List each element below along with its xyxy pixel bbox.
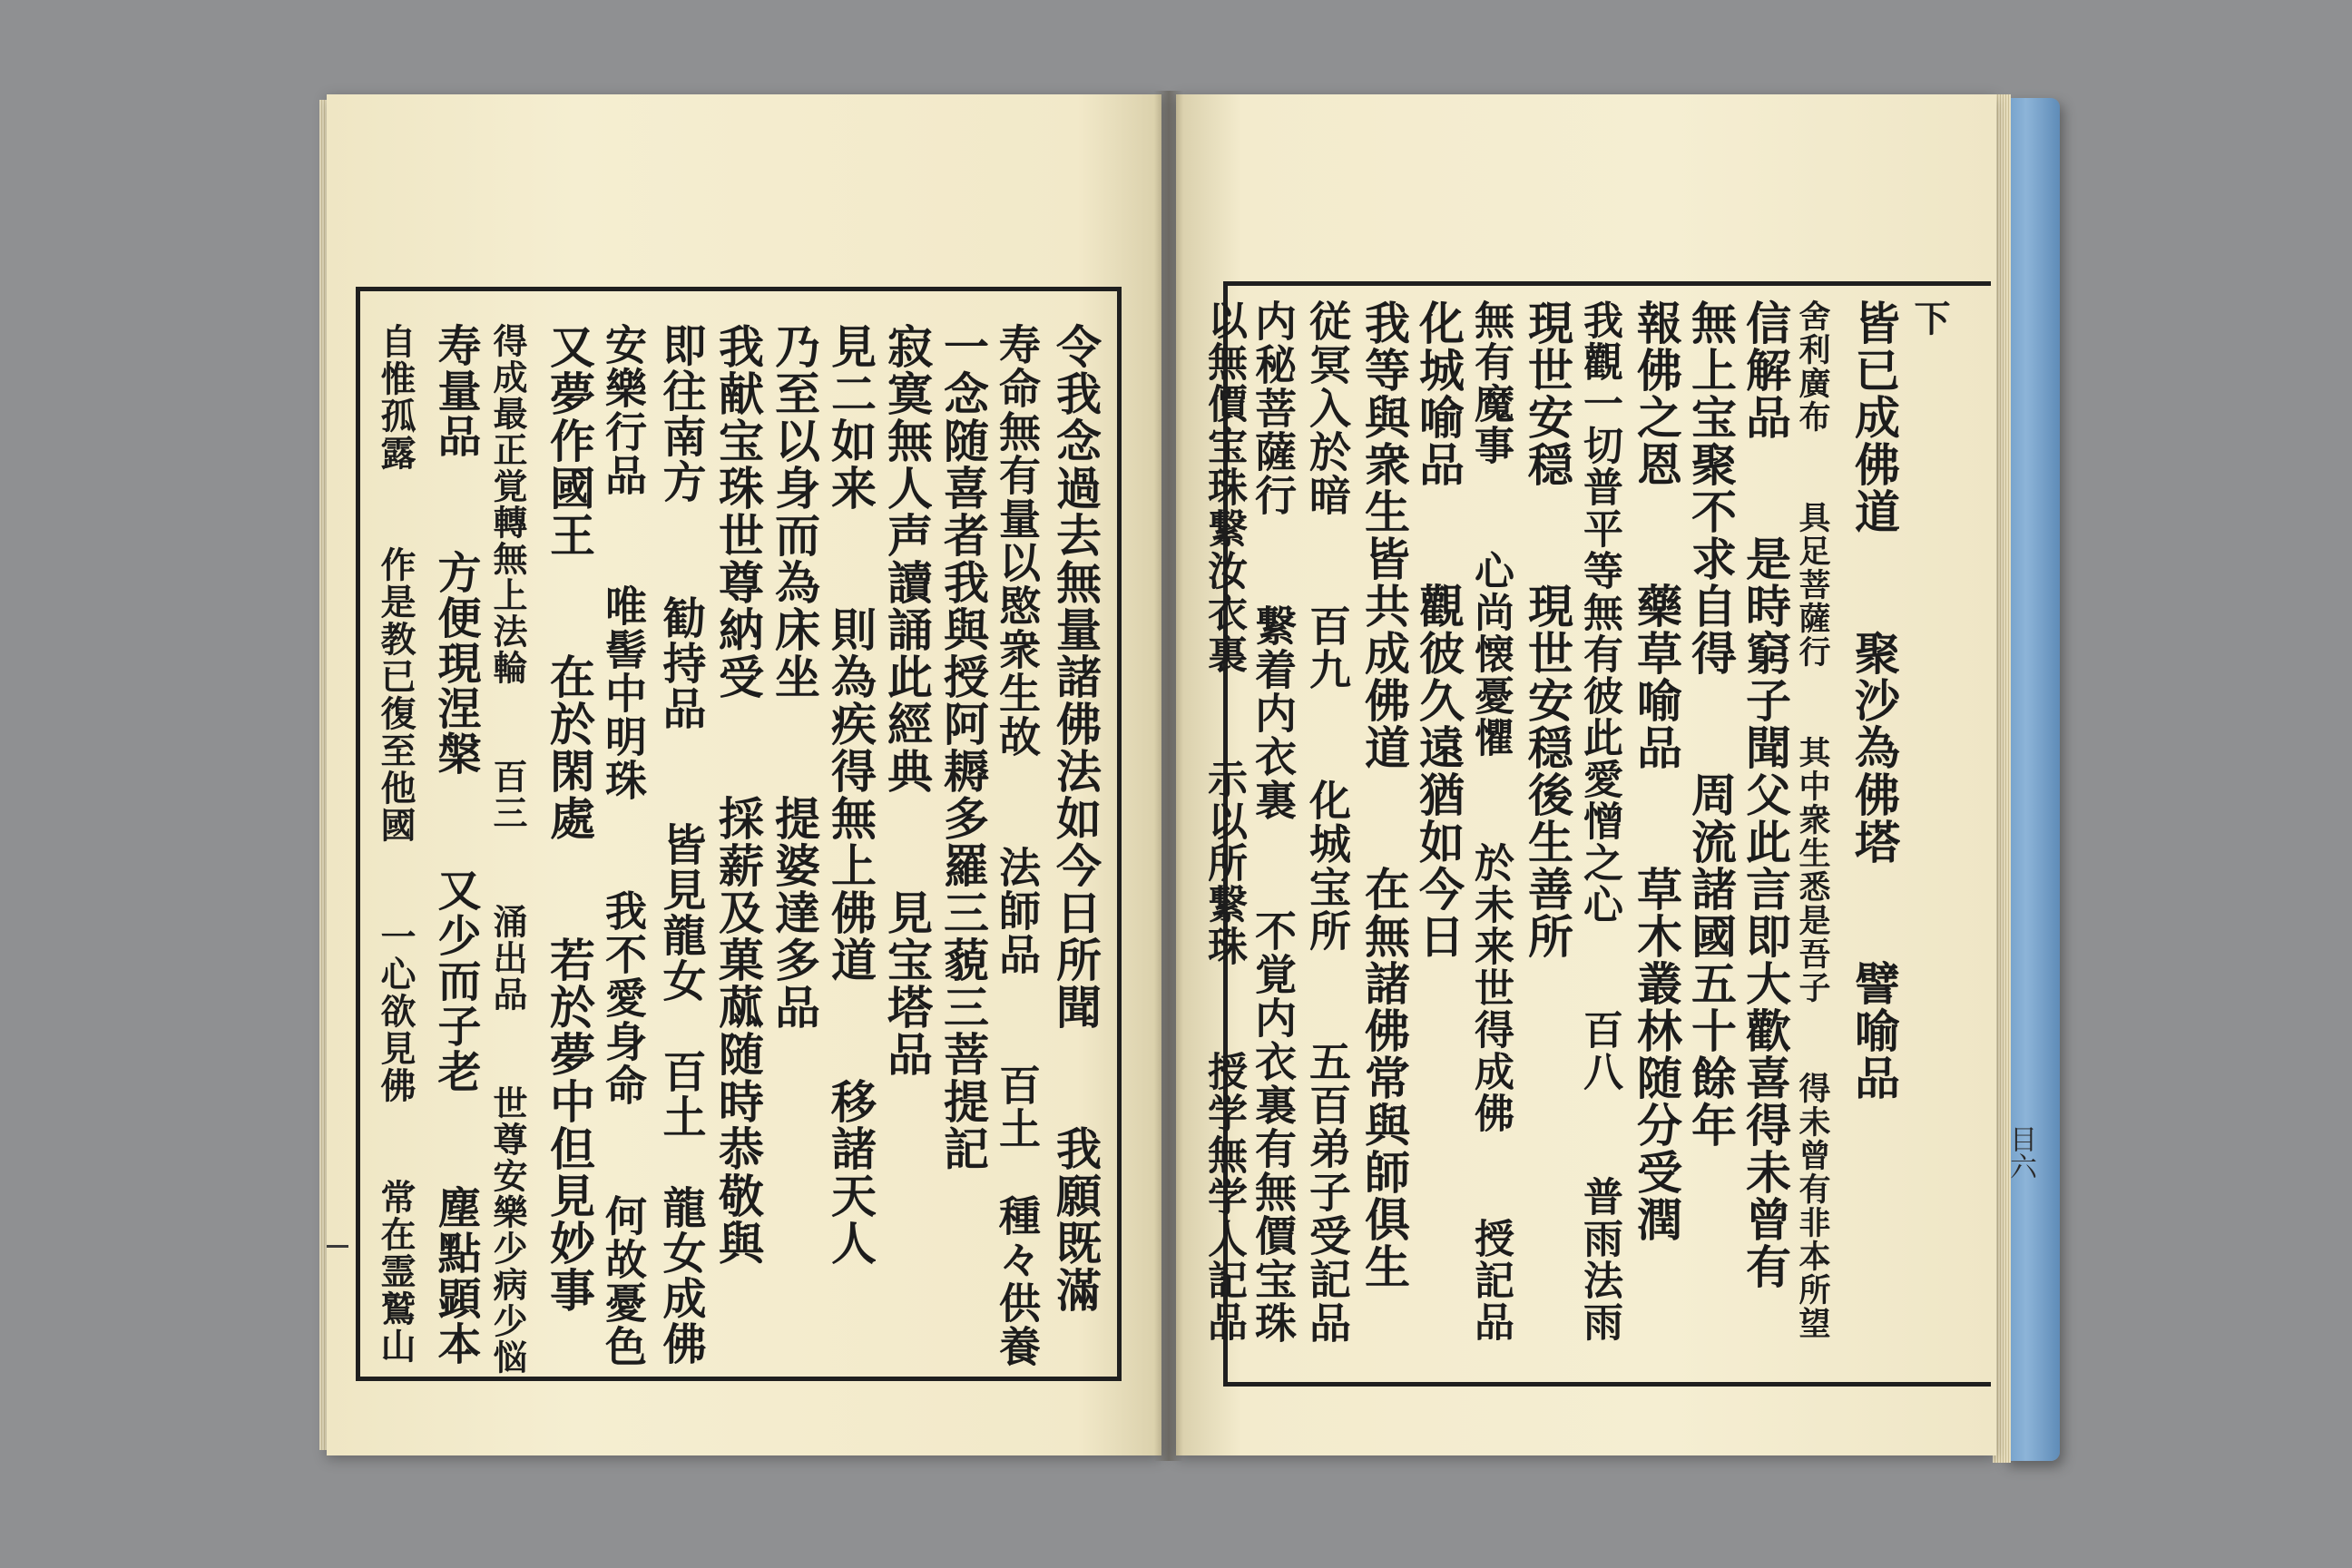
right-column-1: 皆已成佛道 聚沙為佛塔 譬喻品 (1847, 299, 1901, 1102)
left-fold-tick (327, 1245, 348, 1248)
right-column-5: 報佛之恩 藥草喻品 草木叢林随分受潤 (1630, 299, 1683, 1243)
fore-edge-note: 目六 (2004, 1125, 2036, 1180)
right-column-13: 以無價宝珠繋汝衣裏 示以所繋珠 授学無学人記品 (1200, 299, 1247, 1343)
right-column-9: 化城喻品 觀彼久遠猶如今日 (1412, 299, 1465, 960)
left-column-8: 即往南方 勧持品 皆見龍女 百土 龍女成佛 (655, 323, 706, 1367)
left-column-3: 一念随喜者我與授阿耨多羅三藐三菩提記 (936, 323, 990, 1172)
left-column-2: 寿命無有量以愍衆生故 法師品 百土 種々供養 (993, 323, 1042, 1368)
right-column-10: 我等與衆生皆共成佛道 在無諸佛常與師俱生 (1357, 299, 1411, 1290)
right-column-3: 信解品 是時窮子聞父此言即大歡喜得未曾有 (1739, 299, 1792, 1290)
left-column-12: 寿量品 方便現涅槃 又少而子老 塵點顕本 (430, 323, 481, 1367)
right-column-12: 内秘菩薩行 繋着内衣裏 不覚内衣裏有無價宝珠 (1249, 299, 1298, 1345)
book-gutter (1154, 91, 1183, 1461)
left-column-13: 自惟孤露 作是教已復至他國 一心欲見佛 常在霊鷲山 (375, 323, 416, 1365)
left-column-6: 乃至以身而為床坐 提婆達多品 (768, 323, 821, 1031)
left-column-10: 又夢作國王 在於閑處 若於夢中但見妙事 (543, 323, 596, 1314)
volume-mark: 下 (1908, 299, 1951, 338)
left-column-7: 我献宝珠世尊納受 採薪及菓蓏随時恭敬與 (711, 323, 765, 1267)
right-column-7: 現世安穏 現世安穏後生善所 (1521, 299, 1574, 960)
left-column-4: 寂寞無人声讀誦此經典 見宝塔品 (880, 323, 934, 1078)
right-column-11: 従冥入於暗 百九 化城宝所 五百弟子受記品 (1303, 299, 1352, 1345)
right-column-2: 舍利廣布 具足菩薩行 其中衆生悉是吾子 得未曾有非本所望 (1794, 299, 1831, 1340)
right-column-4: 無上宝聚不求自得 周流諸國五十餘年 (1684, 299, 1738, 1149)
left-column-5: 見二如来 則為疾得無上佛道 移諸天人 (824, 323, 877, 1267)
right-column-8: 無有魔事 心尚懐憂懼 於未来世得成佛 授記品 (1467, 299, 1514, 1343)
blue-cover-edge (2004, 98, 2060, 1461)
left-column-1: 令我念過去無量諸佛法如今日所聞 我願既滿 (1049, 323, 1102, 1314)
right-column-6: 我觀一切普平等無有彼此愛憎之心 百八 普雨法雨 (1576, 299, 1622, 1343)
left-column-9: 安樂行品 唯髻中明珠 我不愛身命 何故憂色 (599, 323, 648, 1368)
left-column-11: 得成最正覚轉無上法輪 百三 涌出品 世尊安樂少病少悩 (487, 323, 528, 1376)
